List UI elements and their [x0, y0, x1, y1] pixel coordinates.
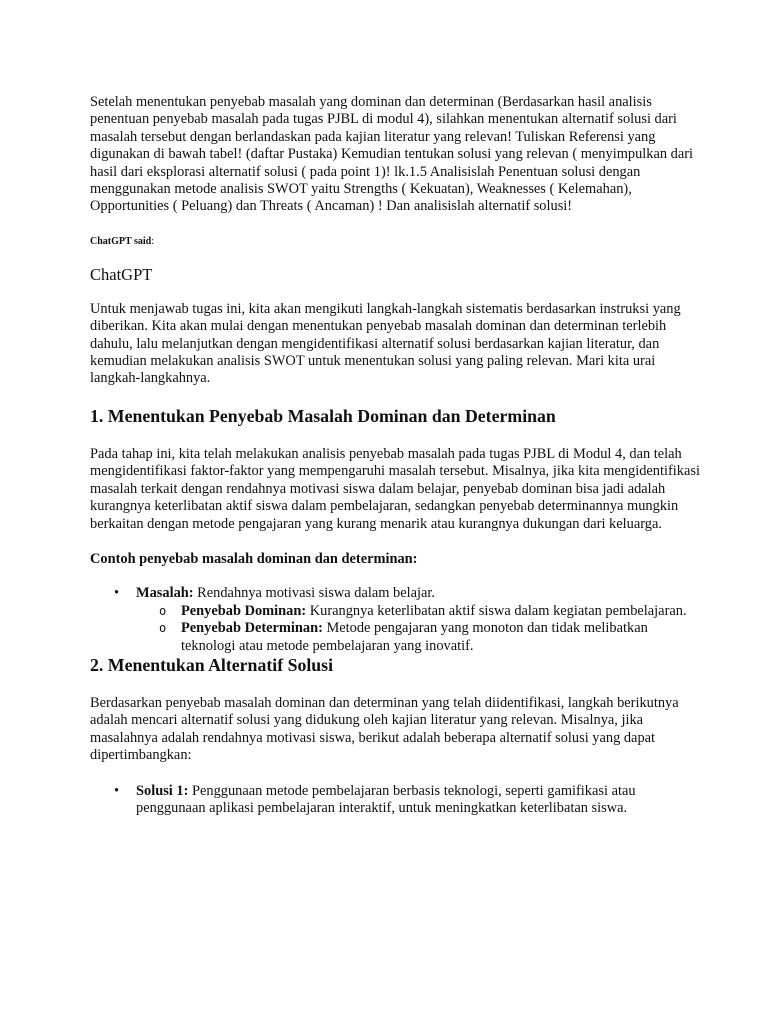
- sublist-item-label: Penyebab Dominan:: [181, 602, 307, 619]
- chatgpt-said-label: [90, 236, 704, 248]
- section-heading-2: 2. Menentukan Alternatif Solusi: [90, 654, 334, 675]
- list-item-text: Penggunaan metode pembelajaran berbasis teknologi, seperti gamifikasi atau penggunaan aplikasi pembelajaran interaktif, untuk meningkatkan keterlibatan siswa.: [136, 782, 636, 816]
- said-label-colon: :: [151, 235, 155, 247]
- sublist-item-determinan: [159, 620, 704, 655]
- circle-bullet-icon: o: [159, 603, 167, 618]
- list-item-solusi-1: [114, 782, 704, 818]
- bullet-icon: •: [114, 585, 120, 602]
- list-item-label: Masalah:: [136, 585, 194, 602]
- sublist-item-text: Metode pengajaran yang monoton dan tidak melibatkan teknologi atau metode pembelajaran yang inovatif.: [181, 620, 648, 654]
- circle-bullet-icon: o: [159, 621, 167, 636]
- sublist-item-dominan: [159, 602, 704, 620]
- example-heading: Contoh penyebab masalah dominan dan determinan:: [90, 550, 418, 567]
- section-heading-1: 1. Menentukan Penyebab Masalah Dominan dan Determinan: [90, 405, 556, 426]
- list-item-masalah: [114, 585, 704, 655]
- cause-sublist: [136, 603, 704, 655]
- sublist-item-text: Kurangnya keterlibatan aktif siswa dalam kegiatan pembelajaran.: [306, 602, 687, 619]
- bullet-icon: •: [114, 782, 120, 799]
- answer-intro-paragraph: Untuk menjawab tugas ini, kita akan mengikuti langkah-langkah sistematis berdasarkan instruksi yang diberikan. Kita akan mulai dengan menentukan penyebab masalah dominan dan determinan terlebih dahulu, lalu melanjutkan dengan mengidentifikasi alternatif solusi berdasarkan kajian literatur, dan kemudian melakukan analisis SWOT untuk menentukan solusi yang paling relevan. Mari kita urai langkah-langkahnya.: [90, 300, 681, 387]
- solution-list: [90, 783, 704, 818]
- cause-list: [90, 585, 704, 655]
- section-1-paragraph: Pada tahap ini, kita telah melakukan analisis penyebab masalah pada tugas PJBL di Modul 4, dan telah mengidentifikasi faktor-faktor yang mempengaruhi masalah tersebut. Misalnya, jika kita mengidentifikasi masalah terkait dengan rendahnya motivasi siswa dalam belajar, penyebab dominan bisa jadi adalah kurangnya keterlibatan aktif siswa dalam pembelajaran, sedangkan penyebab determinannya mungkin berkaitan dengan metode pengajaran yang kurang menarik atau kurangnya dukungan dari keluarga.: [90, 445, 700, 532]
- speaker-name: ChatGPT: [90, 264, 153, 284]
- said-label-text: ChatGPT said: [90, 235, 152, 247]
- sublist-item-label: Penyebab Determinan:: [181, 620, 323, 637]
- list-item-label: Solusi 1:: [136, 782, 189, 799]
- list-item-text: Rendahnya motivasi siswa dalam belajar.: [193, 585, 435, 602]
- section-2-paragraph: Berdasarkan penyebab masalah dominan dan determinan yang telah diidentifikasi, langkah berikutnya adalah mencari alternatif solusi yang didukung oleh kajian literatur yang relevan. Misalnya, jika masalahnya adalah rendahnya motivasi siswa, berikut adalah beberapa alternatif solusi yang dapat dipertimbangkan:: [90, 694, 679, 764]
- intro-paragraph: Setelah menentukan penyebab masalah yang dominan dan determinan (Berdasarkan hasil analisis penentuan penyebab masalah pada tugas PJBL di modul 4), silahkan menentukan alternatif solusi dari masalah tersebut dengan berlandaskan pada kajian literatur yang relevan! Tuliskan Referensi yang digunakan di bawah tabel! (daftar Pustaka) Kemudian tentukan solusi yang relevan ( menyimpulkan dari hasil dari eksplorasi alternatif solusi ( pada point 1)! lk.1.5 Analisislah Penentuan solusi dengan menggunakan metode analisis SWOT yaitu Strengths ( Kekuatan), Weaknesses ( Kelemahan), Opportunities ( Peluang) dan Threats ( Ancaman) ! Dan analisislah alternatif solusi!: [90, 94, 694, 215]
